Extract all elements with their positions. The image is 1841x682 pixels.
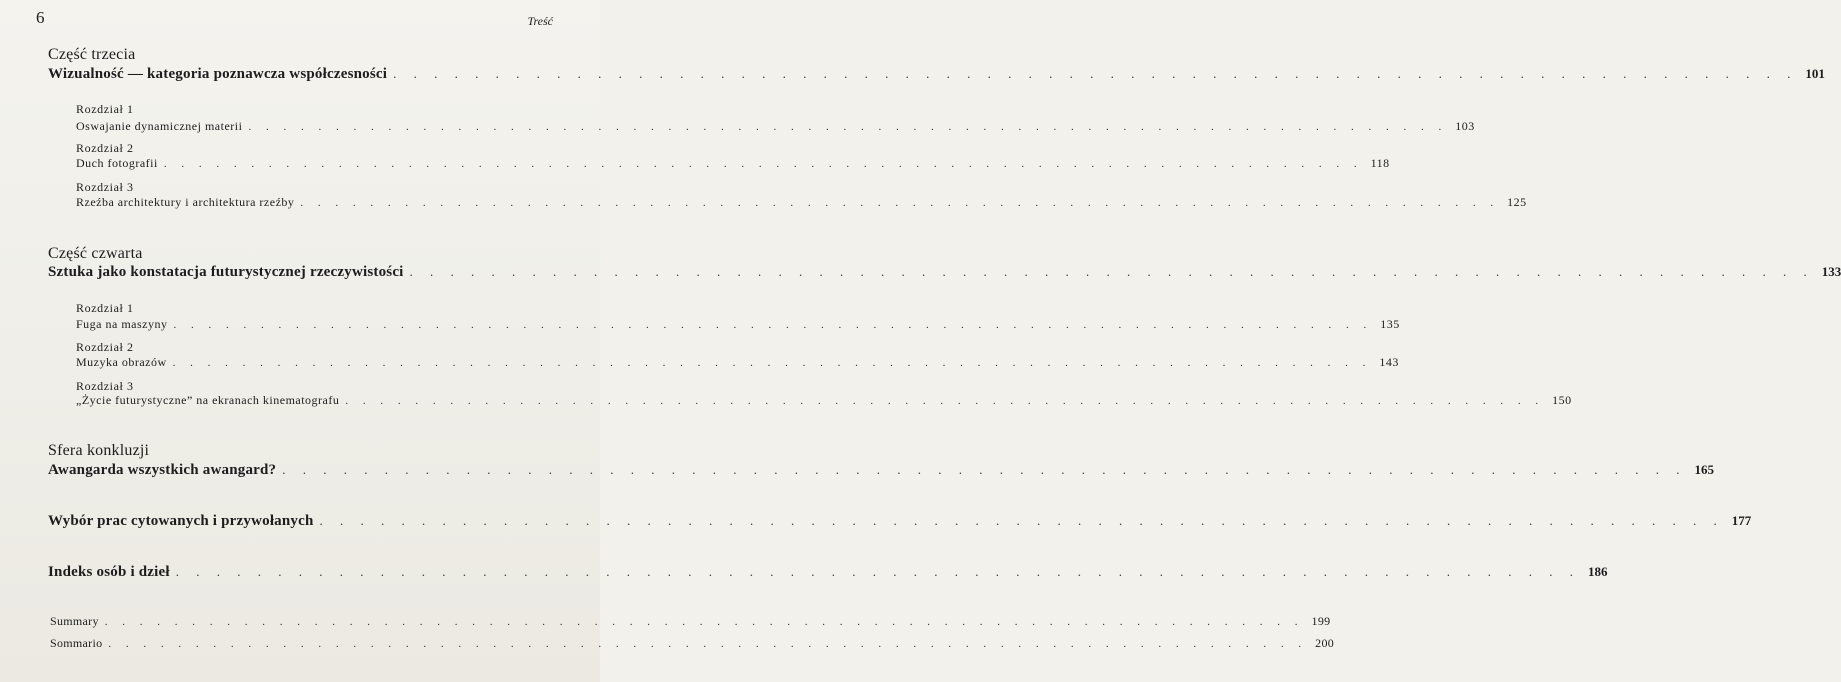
toc-entry-chapter[interactable] bbox=[76, 156, 1390, 174]
toc-entry-page: 186 bbox=[1588, 564, 1608, 579]
toc-entry-title: Indeks osób i dzieł bbox=[48, 564, 170, 580]
toc-entry-part[interactable] bbox=[48, 264, 1841, 282]
leader-dots: . . . . . . . . . . . . . . . . . . . . . . . . . . . . . . . . . . . . . . . . . . . . . . . . . . . . . . . . . . . . . . . . . . . . . bbox=[104, 616, 1304, 628]
chapter-label: Rozdział 3 bbox=[76, 180, 134, 194]
toc-entry-part[interactable] bbox=[48, 66, 1825, 84]
toc-entry-page: 103 bbox=[1455, 119, 1475, 133]
running-head: Treść bbox=[527, 14, 553, 28]
toc-entry-title: Fuga na maszyny bbox=[76, 317, 168, 331]
toc-entry-chapter[interactable] bbox=[76, 317, 1400, 335]
toc-entry-page: 143 bbox=[1379, 355, 1399, 369]
leader-dots: . . . . . . . . . . . . . . . . . . . . . . . . . . . . . . . . . . . . . . . . . . . . . . . . . . . . . . . . . . . . . . . . . . . . . bbox=[175, 564, 1580, 579]
toc-entry-back-matter[interactable] bbox=[50, 636, 1335, 654]
leader-dots: . . . . . . . . . . . . . . . . . . . . . . . . . . . . . . . . . . . . . . . . . . . . . . . . . . . . . . . . . . . . . . . . . . . . . bbox=[345, 395, 1545, 407]
leader-dots: . . . . . . . . . . . . . . . . . . . . . . . . . . . . . . . . . . . . . . . . . . . . . . . . . . . . . . . . . . . . . . . . . . . . . bbox=[108, 638, 1308, 650]
toc-entry-title: Oswajanie dynamicznej materii bbox=[76, 119, 243, 133]
chapter-label: Rozdział 1 bbox=[76, 301, 134, 315]
toc-entry-title: Sommario bbox=[50, 636, 103, 650]
leader-dots: . . . . . . . . . . . . . . . . . . . . . . . . . . . . . . . . . . . . . . . . . . . . . . . . . . . . . . . . . . . . . . . . . . . . . bbox=[300, 197, 1500, 209]
toc-entry-page: 150 bbox=[1552, 393, 1572, 407]
toc-entry-back-matter[interactable] bbox=[50, 614, 1331, 632]
toc-entry-title: Muzyka obrazów bbox=[76, 355, 167, 369]
toc-entry-page: 125 bbox=[1507, 195, 1527, 209]
leader-dots: . . . . . . . . . . . . . . . . . . . . . . . . . . . . . . . . . . . . . . . . . . . . . . . . . . . . . . . . . . . . . . . . . . . . . bbox=[172, 357, 1372, 369]
chapter-label: Rozdział 2 bbox=[76, 141, 134, 155]
leader-dots: . . . . . . . . . . . . . . . . . . . . . . . . . . . . . . . . . . . . . . . . . . . . . . . . . . . . . . . . . . . . . . . . . . . . . bbox=[248, 121, 1448, 133]
page-number: 6 bbox=[36, 8, 45, 27]
part-label: Sfera konkluzji bbox=[48, 442, 150, 459]
toc-entry-page: 177 bbox=[1731, 513, 1752, 528]
toc-entry-chapter[interactable] bbox=[76, 195, 1527, 213]
toc-entry-page: 133 bbox=[1821, 264, 1841, 279]
toc-entry-title: Wizualność — kategoria poznawcza współczesności bbox=[48, 66, 388, 82]
toc-entry-page: 101 bbox=[1805, 66, 1825, 81]
leader-dots: . . . . . . . . . . . . . . . . . . . . . . . . . . . . . . . . . . . . . . . . . . . . . . . . . . . . . . . . . . . . . . . . . . . . . bbox=[282, 462, 1687, 477]
toc-entry-chapter[interactable] bbox=[76, 355, 1399, 373]
leader-dots: . . . . . . . . . . . . . . . . . . . . . . . . . . . . . . . . . . . . . . . . . . . . . . . . . . . . . . . . . . . . . . . . . . . . . bbox=[173, 319, 1373, 331]
toc-entry-title: Rzeźba architektury i architektura rzeźby bbox=[76, 195, 295, 209]
toc-entry-title: Duch fotografii bbox=[76, 156, 158, 170]
part-label: Część czwarta bbox=[48, 245, 143, 262]
toc-entry-page: 200 bbox=[1315, 636, 1335, 650]
toc-entry-title: Sztuka jako konstatacja futurystycznej rzeczywistości bbox=[48, 264, 404, 280]
leader-dots: . . . . . . . . . . . . . . . . . . . . . . . . . . . . . . . . . . . . . . . . . . . . . . . . . . . . . . . . . . . . . . . . . . . . . bbox=[409, 264, 1814, 279]
leader-dots: . . . . . . . . . . . . . . . . . . . . . . . . . . . . . . . . . . . . . . . . . . . . . . . . . . . . . . . . . . . . . . . . . . . . . bbox=[163, 158, 1363, 170]
toc-entry-title: „Życie futurystyczne” na ekranach kinematografu bbox=[76, 393, 340, 407]
toc-entry-page: 118 bbox=[1370, 156, 1390, 170]
toc-entry-chapter[interactable] bbox=[76, 393, 1572, 411]
toc-entry-page: 165 bbox=[1694, 462, 1714, 477]
chapter-label: Rozdział 1 bbox=[76, 102, 134, 116]
toc-entry-back-matter[interactable] bbox=[48, 564, 1608, 582]
chapter-label: Rozdział 2 bbox=[76, 340, 134, 354]
leader-dots: . . . . . . . . . . . . . . . . . . . . . . . . . . . . . . . . . . . . . . . . . . . . . . . . . . . . . . . . . . . . . . . . . . . . . bbox=[393, 66, 1798, 81]
toc-entry-page: 135 bbox=[1380, 317, 1400, 331]
toc-entry-part[interactable] bbox=[48, 462, 1714, 480]
toc-entry-title: Summary bbox=[50, 614, 99, 628]
leader-dots: . . . . . . . . . . . . . . . . . . . . . . . . . . . . . . . . . . . . . . . . . . . . . . . . . . . . . . . . . . . . . . . . . . . . . bbox=[319, 513, 1724, 528]
toc-entry-chapter[interactable] bbox=[76, 119, 1475, 137]
toc-entry-back-matter[interactable] bbox=[48, 513, 1752, 531]
toc-entry-page: 199 bbox=[1311, 614, 1331, 628]
chapter-label: Rozdział 3 bbox=[76, 379, 134, 393]
toc-entry-title: Awangarda wszystkich awangard? bbox=[48, 462, 277, 478]
part-label: Część trzecia bbox=[48, 46, 136, 63]
toc-entry-title: Wybór prac cytowanych i przywołanych bbox=[48, 513, 314, 529]
